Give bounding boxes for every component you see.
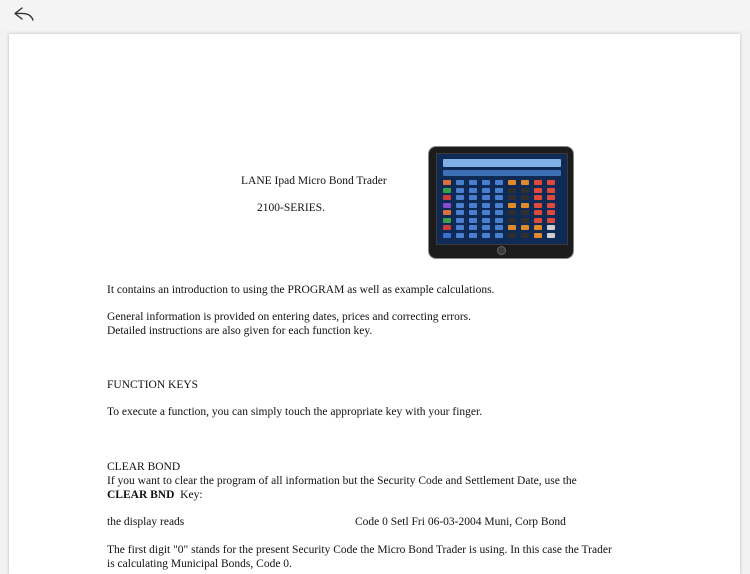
home-button-icon	[497, 246, 506, 255]
keypad-key	[443, 225, 451, 230]
keypad-key	[521, 218, 529, 223]
ipad-calculator-icon	[429, 147, 573, 258]
intro-text: It contains an introduction to using the PROGRAM as well as example calculations.	[107, 284, 495, 296]
keypad-key	[508, 218, 516, 223]
keypad-key	[443, 203, 451, 208]
tablet-screen	[436, 153, 568, 245]
keypad-key	[443, 218, 451, 223]
keypad-key	[547, 218, 555, 223]
keypad-key	[443, 195, 451, 200]
display-label: the display reads	[107, 516, 185, 528]
keypad-key	[495, 195, 503, 200]
keypad-key	[482, 180, 490, 185]
top-toolbar	[0, 0, 750, 30]
keypad-key	[521, 188, 529, 193]
doc-series: 2100-SERIES.	[257, 202, 326, 214]
keypad-key	[456, 225, 464, 230]
clear-bnd-key: CLEAR BND	[107, 489, 175, 501]
keypad-key	[534, 233, 542, 238]
keypad-key	[469, 225, 477, 230]
keypad-key	[456, 218, 464, 223]
function-keys-text: To execute a function, you can simply touch the appropriate key with your finger.	[107, 406, 483, 418]
keypad-key	[534, 195, 542, 200]
keypad-key	[534, 180, 542, 185]
keypad-key	[547, 225, 555, 230]
keypad-key	[495, 233, 503, 238]
display-bar	[443, 159, 561, 167]
keypad-key	[534, 225, 542, 230]
keypad-key	[508, 210, 516, 215]
clear-bond-heading: CLEAR BOND	[107, 461, 181, 473]
keypad-key	[547, 203, 555, 208]
keypad-key	[534, 218, 542, 223]
keypad-key	[456, 233, 464, 238]
keypad-key	[469, 210, 477, 215]
keypad-key	[521, 233, 529, 238]
keypad-key	[456, 195, 464, 200]
function-keys-heading: FUNCTION KEYS	[107, 379, 199, 391]
first-digit-text: The first digit "0" stands for the present Security Code the Micro Bond Trader is using. In this case the Trader	[107, 544, 612, 556]
keypad-key	[482, 203, 490, 208]
keypad-key	[482, 195, 490, 200]
keypad	[443, 180, 561, 240]
keypad-key	[456, 210, 464, 215]
keypad-key	[482, 233, 490, 238]
doc-title: LANE Ipad Micro Bond Trader	[241, 175, 387, 187]
keypad-key	[495, 188, 503, 193]
keypad-key	[469, 203, 477, 208]
keypad-key	[443, 188, 451, 193]
keypad-key	[508, 180, 516, 185]
clear-bnd-key-suffix: Key:	[180, 489, 203, 501]
general-info-text: General information is provided on entering dates, prices and correcting errors.	[107, 311, 472, 323]
keypad-key	[508, 225, 516, 230]
clear-bnd-key-line	[107, 488, 203, 502]
keypad-key	[521, 225, 529, 230]
reply-arrow-icon	[13, 6, 35, 22]
keypad-key	[469, 188, 477, 193]
keypad-key	[456, 180, 464, 185]
keypad-key	[547, 188, 555, 193]
keypad-key	[495, 225, 503, 230]
keypad-key	[508, 233, 516, 238]
first-digit-text: is calculating Municipal Bonds, Code 0.	[107, 558, 292, 570]
keypad-key	[547, 195, 555, 200]
keypad-key	[521, 203, 529, 208]
keypad-key	[456, 203, 464, 208]
keypad-key	[482, 188, 490, 193]
keypad-key	[495, 218, 503, 223]
keypad-key	[495, 180, 503, 185]
keypad-key	[534, 188, 542, 193]
keypad-key	[521, 195, 529, 200]
keypad-key	[469, 218, 477, 223]
clear-bond-text: If you want to clear the program of all information but the Security Code and Settlement Date, use the	[107, 475, 577, 487]
keypad-key	[469, 233, 477, 238]
keypad-key	[443, 210, 451, 215]
keypad-key	[482, 218, 490, 223]
keypad-key	[443, 180, 451, 185]
keypad-key	[521, 180, 529, 185]
keypad-key	[482, 225, 490, 230]
keypad-key	[456, 188, 464, 193]
keypad-key	[482, 210, 490, 215]
keypad-key	[443, 233, 451, 238]
keypad-key	[534, 210, 542, 215]
keypad-key	[508, 195, 516, 200]
document-page	[9, 34, 740, 574]
keypad-key	[521, 210, 529, 215]
keypad-key	[495, 210, 503, 215]
keypad-key	[495, 203, 503, 208]
keypad-key	[547, 180, 555, 185]
keypad-key	[508, 188, 516, 193]
keypad-key	[469, 195, 477, 200]
keypad-key	[508, 203, 516, 208]
general-info-text: Detailed instructions are also given for each function key.	[107, 325, 373, 337]
display-bar	[443, 170, 561, 176]
back-button[interactable]	[12, 4, 36, 24]
keypad-key	[547, 210, 555, 215]
keypad-key	[534, 203, 542, 208]
keypad-key	[469, 180, 477, 185]
keypad-key	[547, 233, 555, 238]
display-value: Code 0 Setl Fri 06-03-2004 Muni, Corp Bond	[355, 516, 566, 528]
